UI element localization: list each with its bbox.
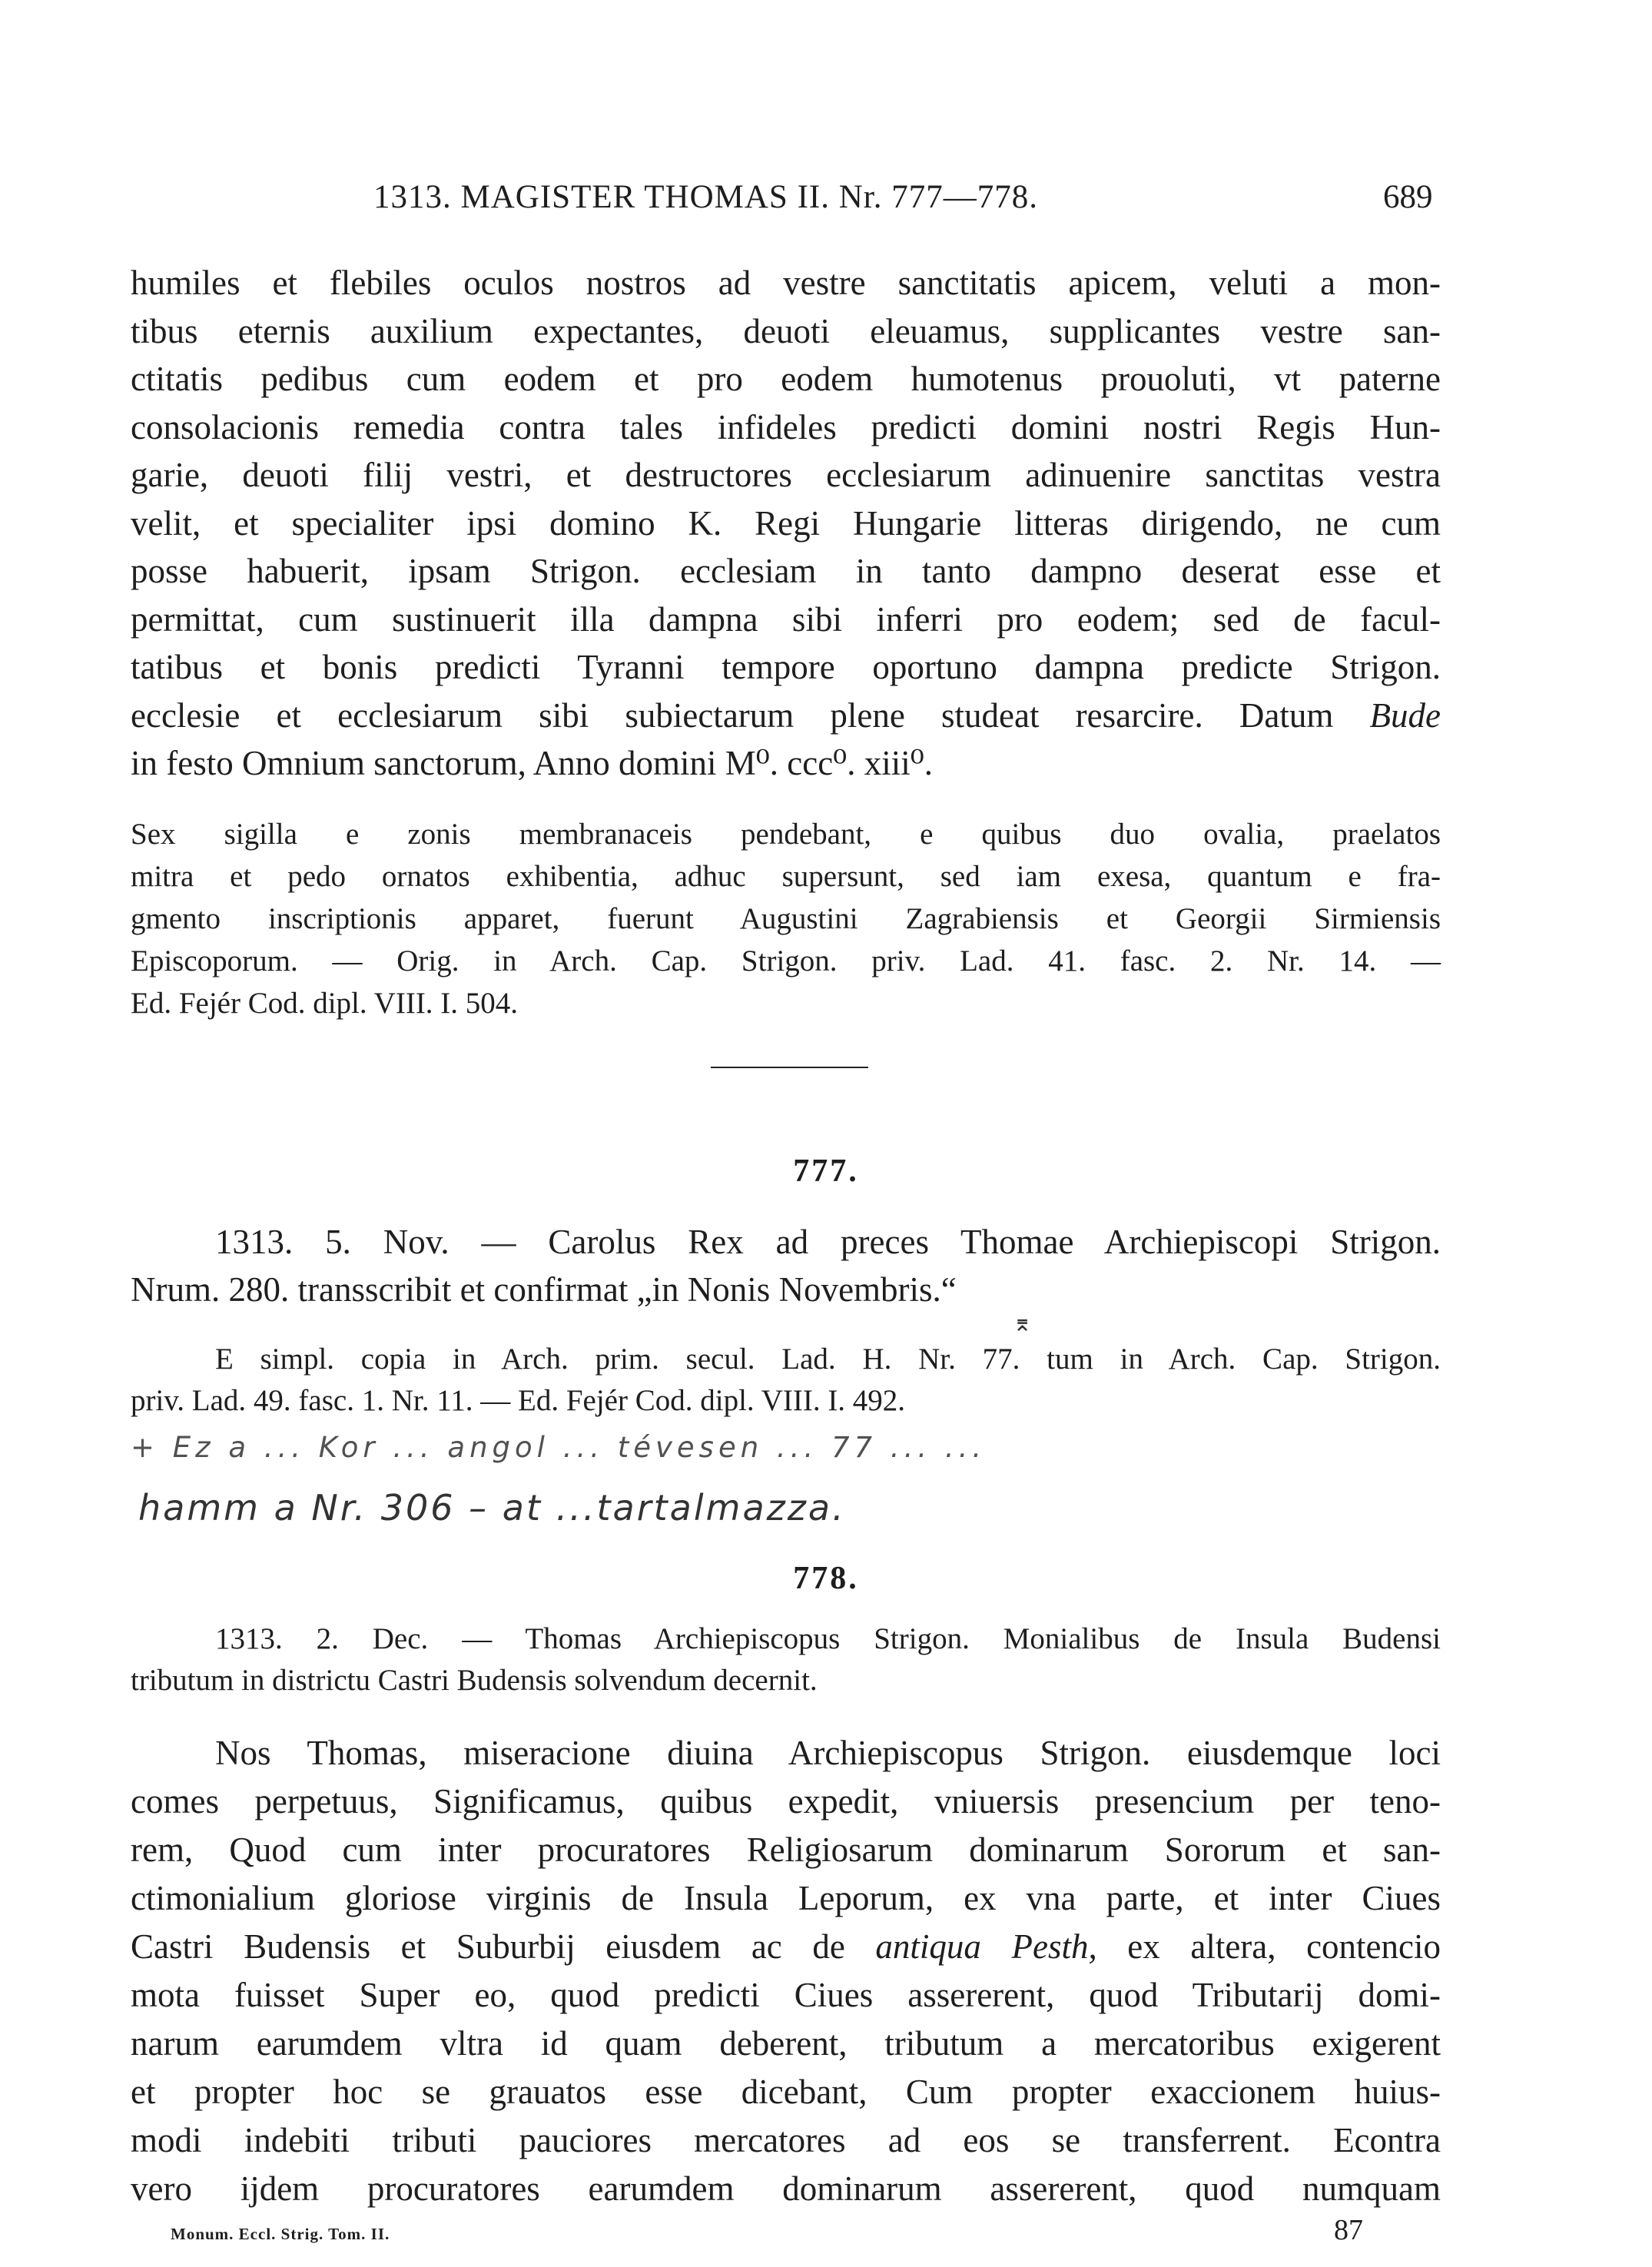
regest-line: 1313. 5. Nov. — Carolus Rex ad preces Thomae Archiepiscopi Strigon. [215,1223,1441,1261]
charter-line: modi indebiti tributi pauciores mercatores ad eos se transferrent. Econtra [131,2121,1441,2159]
source-line: priv. Lad. 49. fasc. 1. Nr. 11. — Ed. Fejér Cod. dipl. VIII. I. 492. [131,1384,906,1417]
note-line: Ed. Fejér Cod. dipl. VIII. I. 504. [131,987,519,1020]
text-segment: ecclesie et ecclesiarum sibi subiectarum plene studeat resarcire. Datum [131,695,1370,735]
charter-line: Nos Thomas, miseracione diuina Archiepiscopus Strigon. eiusdemque loci [215,1734,1441,1772]
page-number: 689 [1383,179,1433,215]
charter-line: vero ijdem procuratores earumdem dominarum assererent, quod numquam [131,2169,1441,2208]
text-line: ctitatis pedibus cum eodem et pro eodem humotenus prouoluti, vt paterne [131,360,1441,398]
charter-line: rem, Quod cum inter procuratores Religiosarum dominarum Sororum et san- [131,1831,1441,1869]
note-line: gmento inscriptionis apparet, fuerunt Augustini Zagrabiensis et Georgii Sirmiensis [131,902,1441,935]
text-line: garie, deuoti filij vestri, et destructores ecclesiarum adinuenire sanctitas vestra [131,456,1441,494]
text-segment: ex altera, contencio [1096,1927,1441,1966]
charter-line: comes perpetuus, Significamus, quibus expedit, vniuersis presencium per teno- [131,1782,1441,1821]
text-line: posse habuerit, ipsam Strigon. ecclesiam in tanto dampno deserat esse et [131,552,1441,590]
place-name: antiqua Pesth, [875,1927,1097,1966]
text-line: velit, et specialiter ipsi domino K. Regi Hungarie litteras dirigendo, ne cum [131,503,1441,543]
signature-mark: Monum. Eccl. Strig. Tom. II. [171,2225,390,2243]
text-line: in festo Omnium sanctorum, Anno domini M⁰. ccc⁰. xiii⁰. [131,744,934,782]
seal-note [131,813,1441,1024]
document-number-777: 777. [793,1153,859,1189]
sheet-number: 87 [1334,2214,1363,2246]
regest-777 [131,1218,1441,1313]
charter-line: narum earumdem vltra id quam deberent, tributum a mercatoribus exigerent [131,2024,1441,2063]
charter-text-778 [131,1729,1441,2213]
text-line: tibus eternis auxilium expectantes, deuoti eleuamus, supplicantes vestre san- [131,311,1441,350]
note-line: Episcoporum. — Orig. in Arch. Cap. Strigon. priv. Lad. 41. fasc. 2. Nr. 14. — [131,944,1441,977]
charter-line [131,1923,1441,1971]
source-777 [131,1339,1441,1422]
charter-line: ctimonialium gloriose virginis de Insula Leporum, ex vna parte, et inter Ciues [131,1879,1441,1917]
charter-line: mota fuisset Super eo, quod predicti Ciues assererent, quod Tributarij domi- [131,1976,1441,2014]
regest-line: Nrum. 280. transscribit et confirmat „in Nonis Novembris.“ [131,1270,957,1309]
section-divider [711,1067,868,1068]
running-head: 1313. MAGISTER THOMAS II. Nr. 777—778. [373,179,1038,215]
text-segment: Castri Budensis et Suburbij eiusdem ac de [131,1927,876,1966]
document-number-778: 778. [793,1561,859,1596]
regest-line: tributum in districtu Castri Budensis solvendum decernit. [131,1664,818,1697]
text-line: tatibus et bonis predicti Tyranni tempore oportuno dampna predicte Strigon. [131,648,1441,686]
text-line: permittat, cum sustinuerit illa dampna sibi inferri pro eodem; sed de facul- [131,599,1441,639]
text-line: humiles et flebiles oculos nostros ad vestre sanctitatis apicem, veluti a mon- [131,264,1441,302]
place-name: Bude [1369,695,1441,735]
handwritten-annotation: + Ez a ... Kor ... angol ... tévesen ... 77 ... ... [131,1431,987,1464]
regest-778 [131,1618,1441,1701]
text-line [131,692,1441,740]
charter-line: et propter hoc se grauatos esse dicebant, Cum propter exaccionem huius- [131,2073,1441,2111]
note-line: mitra et pedo ornatos exhibentia, adhuc supersunt, sed iam exesa, quantum e fra- [131,860,1441,893]
source-line: E simpl. copia in Arch. prim. secul. Lad. H. Nr. 77. tum in Arch. Cap. Strigon. [215,1343,1441,1376]
insertion-mark: ⌆ [1013,1311,1033,1336]
main-text [131,259,1441,788]
note-line: Sex sigilla e zonis membranaceis pendebant, e quibus duo ovalia, praelatos [131,818,1441,851]
text-line: consolacionis remedia contra tales infideles predicti domini nostri Regis Hun- [131,407,1441,446]
regest-line: 1313. 2. Dec. — Thomas Archiepiscopus Strigon. Monialibus de Insula Budensi [215,1622,1441,1655]
handwritten-annotation: hamm a Nr. 306 – at ...tartalmazza. [138,1487,846,1528]
